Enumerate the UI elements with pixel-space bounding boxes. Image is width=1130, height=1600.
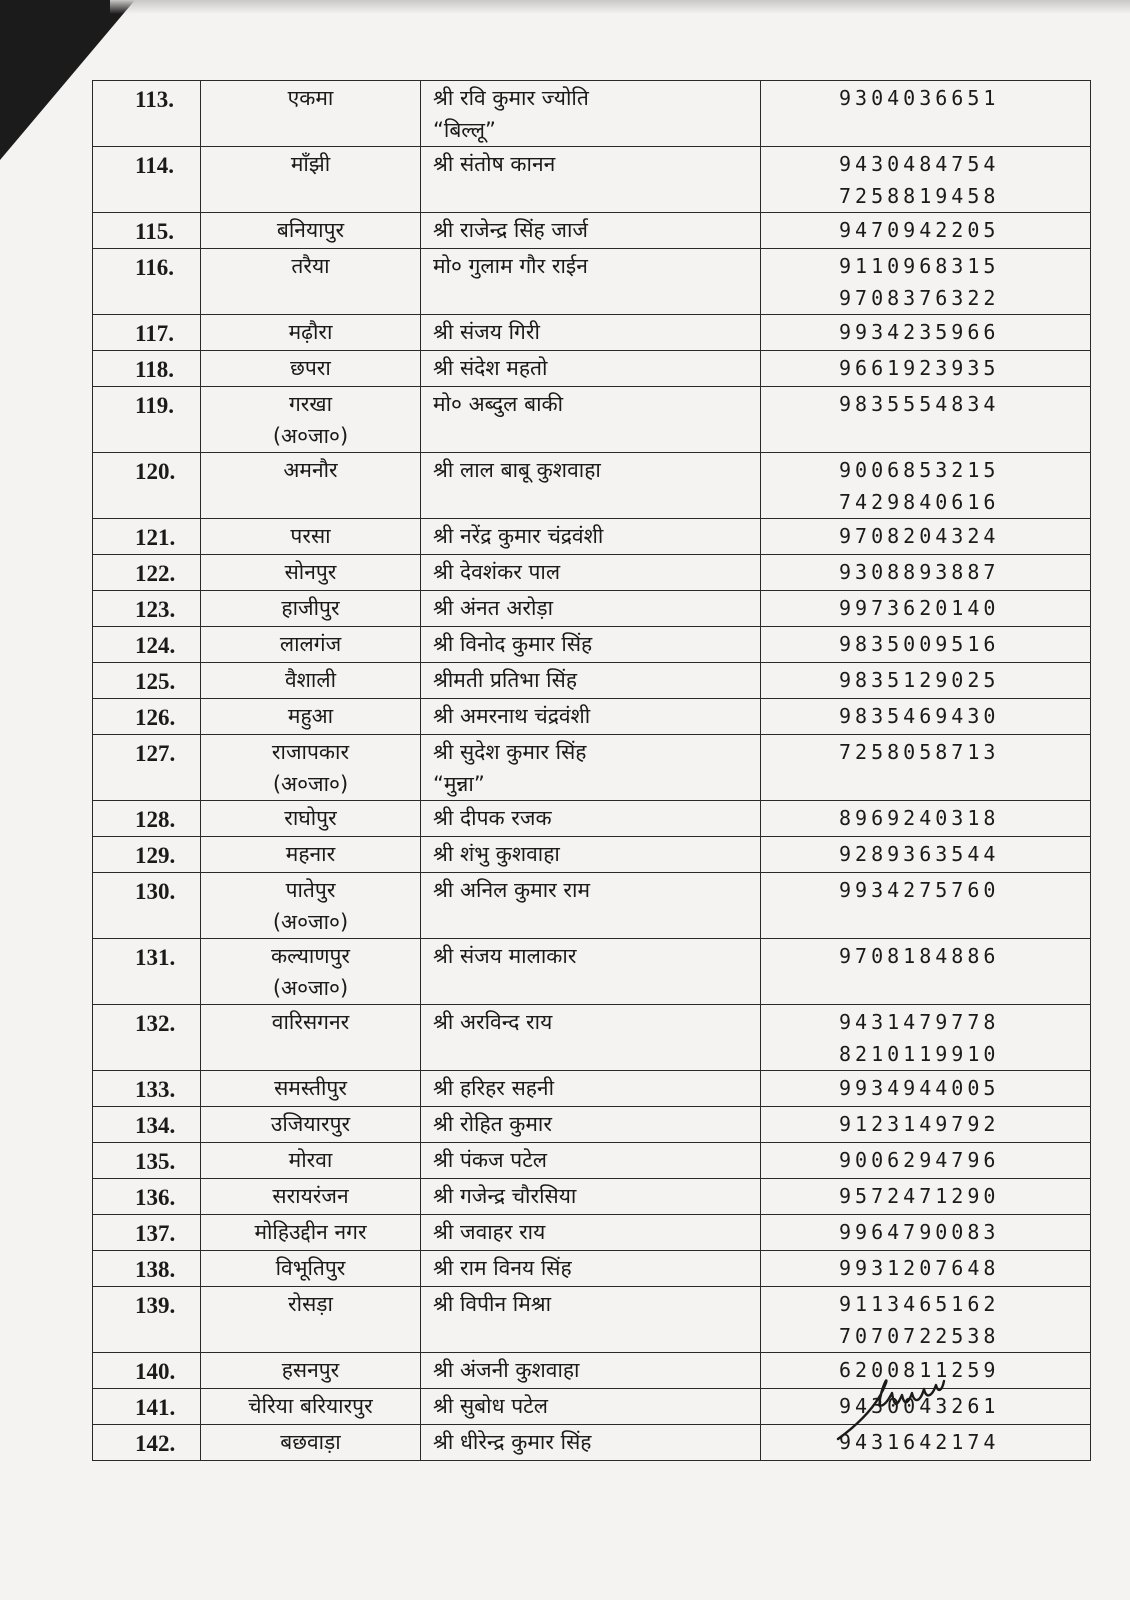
candidate-name: श्री हरिहर सहनी [433,1076,555,1100]
candidate-name-cell [421,1107,761,1143]
candidate-name-cell [421,351,761,387]
constituency: हाजीपुर [281,596,340,620]
candidate-name-cell [421,1389,761,1425]
phone-number: 9934944005 [839,1076,1000,1100]
candidate-name: श्री रोहित कुमार [433,1112,552,1136]
candidate-name-cell [421,699,761,735]
serial-number: 116. [93,249,201,315]
serial-number: 141. [93,1389,201,1425]
phone-number: 9308893887 [839,560,1000,584]
table-row [93,1143,1091,1179]
constituency: गरखा [288,392,333,416]
phone-number: 9430043261 [839,1394,1000,1418]
serial-number: 131. [93,939,201,1005]
candidate-name-cell [421,81,761,147]
constituency-cell [201,1143,421,1179]
candidate-name: श्री अरविन्द राय [433,1010,553,1034]
candidate-name-cell [421,147,761,213]
constituency: हसनपुर [281,1358,340,1382]
candidate-name-cell [421,1425,761,1461]
phone-number: 9708184886 [839,944,1000,968]
serial-number: 140. [93,1353,201,1389]
serial-number: 114. [93,147,201,213]
phone-number: 9931207648 [839,1256,1000,1280]
candidate-name: श्री जवाहर राय [433,1220,546,1244]
phone-number: 9123149792 [839,1112,1000,1136]
constituency: समस्तीपुर [274,1076,347,1100]
phone-number-cell [761,147,1091,213]
table-row [93,147,1091,213]
serial-number: 125. [93,663,201,699]
candidate-name-cell [421,1215,761,1251]
candidate-name: श्री गजेन्द्र चौरसिया [433,1184,577,1208]
candidate-name-cell [421,453,761,519]
phone-number-cell [761,1143,1091,1179]
table-row [93,1005,1091,1071]
constituency-cell [201,801,421,837]
phone-number: 9304036651 [839,86,1000,110]
constituency: छपरा [290,356,331,380]
candidate-name: श्री संजय मालाकार [433,944,577,968]
serial-number: 128. [93,801,201,837]
serial-number: 123. [93,591,201,627]
table-row [93,699,1091,735]
table-row [93,591,1091,627]
phone-number-cell [761,1251,1091,1287]
serial-number: 139. [93,1287,201,1353]
candidate-name: श्री नरेंद्र कुमार चंद्रवंशी [433,524,604,548]
serial-number: 126. [93,699,201,735]
candidate-name: श्री विनोद कुमार सिंह [433,632,593,656]
candidate-name: श्री संतोष कानन [433,152,556,176]
phone-number-cell [761,627,1091,663]
constituency: (अ०जा०) [272,976,349,1000]
serial-number: 138. [93,1251,201,1287]
phone-number: 9708376322 [839,286,1000,310]
constituency-cell [201,81,421,147]
constituency: राजापकार [271,740,350,764]
phone-number-cell [761,453,1091,519]
phone-number-cell [761,1071,1091,1107]
phone-number-cell [761,801,1091,837]
constituency-cell [201,555,421,591]
serial-number: 134. [93,1107,201,1143]
candidate-name: मो० अब्दुल बाकी [433,392,564,416]
constituency-cell [201,939,421,1005]
phone-number: 8210119910 [839,1042,1000,1066]
table-row [93,1215,1091,1251]
table-row [93,1251,1091,1287]
constituency: बनियापुर [276,218,345,242]
candidate-name-cell [421,1287,761,1353]
candidate-name-cell [421,663,761,699]
constituency: सरायरंजन [272,1184,349,1208]
constituency-cell [201,627,421,663]
constituency-cell [201,453,421,519]
constituency-cell [201,1251,421,1287]
phone-number: 9661923935 [839,356,1000,380]
constituency-cell [201,735,421,801]
constituency-cell [201,315,421,351]
table-row [93,1107,1091,1143]
phone-number-cell [761,699,1091,735]
phone-number-cell [761,939,1091,1005]
constituency-cell [201,1287,421,1353]
candidate-name-cell [421,1143,761,1179]
candidate-name: श्रीमती प्रतिभा सिंह [433,668,577,692]
constituency: मोहिउद्दीन नगर [254,1220,367,1244]
serial-number: 135. [93,1143,201,1179]
phone-number: 7429840616 [839,490,1000,514]
constituency-cell [201,1215,421,1251]
table-row [93,453,1091,519]
table-row [93,1071,1091,1107]
constituency-cell [201,873,421,939]
phone-number: 9006294796 [839,1148,1000,1172]
constituency-cell [201,213,421,249]
candidate-name: श्री राजेन्द्र सिंह जार्ज [433,218,588,242]
table-row [93,873,1091,939]
candidate-name: श्री संजय गिरी [433,320,540,344]
constituency: माँझी [290,152,331,176]
constituency-cell [201,1071,421,1107]
serial-number: 136. [93,1179,201,1215]
phone-number-cell [761,387,1091,453]
serial-number: 118. [93,351,201,387]
candidate-name: श्री अनिल कुमार राम [433,878,591,902]
constituency: तरैया [291,254,330,278]
document-sheet [92,80,1090,1461]
signature [830,1365,980,1445]
table-row [93,627,1091,663]
constituency-cell [201,591,421,627]
constituency-cell [201,1389,421,1425]
constituency: लालगंज [279,632,342,656]
phone-number: 9431479778 [839,1010,1000,1034]
candidate-name: श्री अंनत अरोड़ा [433,596,554,620]
photo-shadow-top [110,0,1130,14]
phone-number-cell [761,1287,1091,1353]
candidate-name: “बिल्लू” [433,118,496,142]
phone-number-cell [761,213,1091,249]
phone-number: 9973620140 [839,596,1000,620]
constituency: मोरवा [288,1148,333,1172]
serial-number: 113. [93,81,201,147]
phone-number: 7258058713 [839,740,1000,764]
constituency: सोनपुर [284,560,337,584]
phone-number-cell [761,1107,1091,1143]
phone-number: 9431642174 [839,1430,1000,1454]
constituency: (अ०जा०) [272,910,349,934]
phone-number: 9430484754 [839,152,1000,176]
phone-number: 9934235966 [839,320,1000,344]
constituency: उजियारपुर [270,1112,351,1136]
candidate-name-cell [421,213,761,249]
serial-number: 120. [93,453,201,519]
candidate-name: श्री रवि कुमार ज्योति [433,86,589,110]
serial-number: 124. [93,627,201,663]
candidate-name: श्री लाल बाबू कुशवाहा [433,458,601,482]
constituency-cell [201,519,421,555]
serial-number: 137. [93,1215,201,1251]
phone-number-cell [761,315,1091,351]
serial-number: 119. [93,387,201,453]
candidate-name: श्री देवशंकर पाल [433,560,561,584]
phone-number: 9289363544 [839,842,1000,866]
candidate-table-body [93,81,1091,1461]
candidate-name: श्री संदेश महतो [433,356,548,380]
table-row [93,81,1091,147]
table-row [93,315,1091,351]
constituency-cell [201,1425,421,1461]
candidate-name-cell [421,627,761,663]
serial-number: 117. [93,315,201,351]
constituency: चेरिया बरियारपुर [248,1394,373,1418]
phone-number: 7070722538 [839,1324,1000,1348]
constituency: मढ़ौरा [288,320,333,344]
constituency-cell [201,351,421,387]
candidate-name-cell [421,555,761,591]
candidate-name: श्री राम विनय सिंह [433,1256,572,1280]
phone-number: 9110968315 [839,254,1000,278]
phone-number: 9835129025 [839,668,1000,692]
candidate-name-cell [421,591,761,627]
constituency-cell [201,147,421,213]
serial-number: 133. [93,1071,201,1107]
table-row [93,939,1091,1005]
phone-number: 9006853215 [839,458,1000,482]
constituency: राघोपुर [284,806,337,830]
constituency: वैशाली [284,668,337,692]
constituency: वारिसगनर [271,1010,350,1034]
constituency: रोसड़ा [288,1292,333,1316]
constituency: एकमा [287,86,334,110]
phone-number: 9964790083 [839,1220,1000,1244]
serial-number: 127. [93,735,201,801]
serial-number: 115. [93,213,201,249]
constituency-cell [201,1107,421,1143]
constituency-cell [201,387,421,453]
candidate-name: श्री अमरनाथ चंद्रवंशी [433,704,591,728]
phone-number-cell [761,1179,1091,1215]
table-row [93,351,1091,387]
candidate-name: श्री धीरेन्द्र कुमार सिंह [433,1430,592,1454]
constituency-cell [201,1179,421,1215]
serial-number: 132. [93,1005,201,1071]
table-row [93,213,1091,249]
table-row [93,1287,1091,1353]
serial-number: 121. [93,519,201,555]
constituency-cell [201,1353,421,1389]
candidate-name-cell [421,387,761,453]
constituency: विभूतिपुर [275,1256,346,1280]
phone-number: 9470942205 [839,218,1000,242]
candidate-name: श्री विपीन मिश्रा [433,1292,552,1316]
phone-number-cell [761,663,1091,699]
candidate-name-cell [421,1005,761,1071]
phone-number-cell [761,873,1091,939]
phone-number: 9708204324 [839,524,1000,548]
constituency: परसा [290,524,331,548]
candidate-table [92,80,1091,1461]
candidate-name-cell [421,837,761,873]
table-row [93,663,1091,699]
phone-number: 9835554834 [839,392,1000,416]
candidate-name-cell [421,1179,761,1215]
candidate-name: श्री सुदेश कुमार सिंह [433,740,587,764]
constituency: महनार [285,842,336,866]
phone-number-cell [761,351,1091,387]
candidate-name-cell [421,315,761,351]
candidate-name: श्री सुबोध पटेल [433,1394,548,1418]
phone-number: 9934275760 [839,878,1000,902]
table-row [93,801,1091,837]
candidate-name-cell [421,735,761,801]
candidate-name: श्री शंभु कुशवाहा [433,842,560,866]
constituency: (अ०जा०) [272,772,349,796]
candidate-name-cell [421,1353,761,1389]
phone-number-cell [761,1215,1091,1251]
phone-number: 7258819458 [839,184,1000,208]
table-row [93,519,1091,555]
constituency: कल्याणपुर [270,944,351,968]
serial-number: 122. [93,555,201,591]
phone-number-cell [761,81,1091,147]
candidate-name: “मुन्ना” [433,772,485,796]
constituency: बछवाड़ा [280,1430,341,1454]
constituency: अमनौर [283,458,338,482]
table-row [93,387,1091,453]
phone-number-cell [761,837,1091,873]
constituency: महुआ [287,704,334,728]
serial-number: 142. [93,1425,201,1461]
candidate-name: श्री दीपक रजक [433,806,552,830]
phone-number: 9113465162 [839,1292,1000,1316]
candidate-name: श्री अंजनी कुशवाहा [433,1358,580,1382]
phone-number: 8969240318 [839,806,1000,830]
table-row [93,735,1091,801]
serial-number: 130. [93,873,201,939]
phone-number-cell [761,1005,1091,1071]
candidate-name-cell [421,1071,761,1107]
constituency: पातेपुर [285,878,336,902]
phone-number-cell [761,555,1091,591]
constituency-cell [201,249,421,315]
candidate-name-cell [421,1251,761,1287]
constituency-cell [201,837,421,873]
constituency-cell [201,1005,421,1071]
phone-number-cell [761,735,1091,801]
table-row [93,249,1091,315]
candidate-name: मो० गुलाम गौर राईन [433,254,588,278]
candidate-name: श्री पंकज पटेल [433,1148,548,1172]
table-row [93,555,1091,591]
candidate-name-cell [421,801,761,837]
candidate-name-cell [421,939,761,1005]
candidate-name-cell [421,873,761,939]
table-row [93,1179,1091,1215]
phone-number: 9835469430 [839,704,1000,728]
constituency: (अ०जा०) [272,424,349,448]
phone-number-cell [761,249,1091,315]
candidate-name-cell [421,519,761,555]
table-row [93,837,1091,873]
candidate-name-cell [421,249,761,315]
serial-number: 129. [93,837,201,873]
constituency-cell [201,663,421,699]
phone-number-cell [761,591,1091,627]
phone-number: 9835009516 [839,632,1000,656]
phone-number: 6200811259 [839,1358,1000,1382]
phone-number-cell [761,519,1091,555]
constituency-cell [201,699,421,735]
phone-number: 9572471290 [839,1184,1000,1208]
